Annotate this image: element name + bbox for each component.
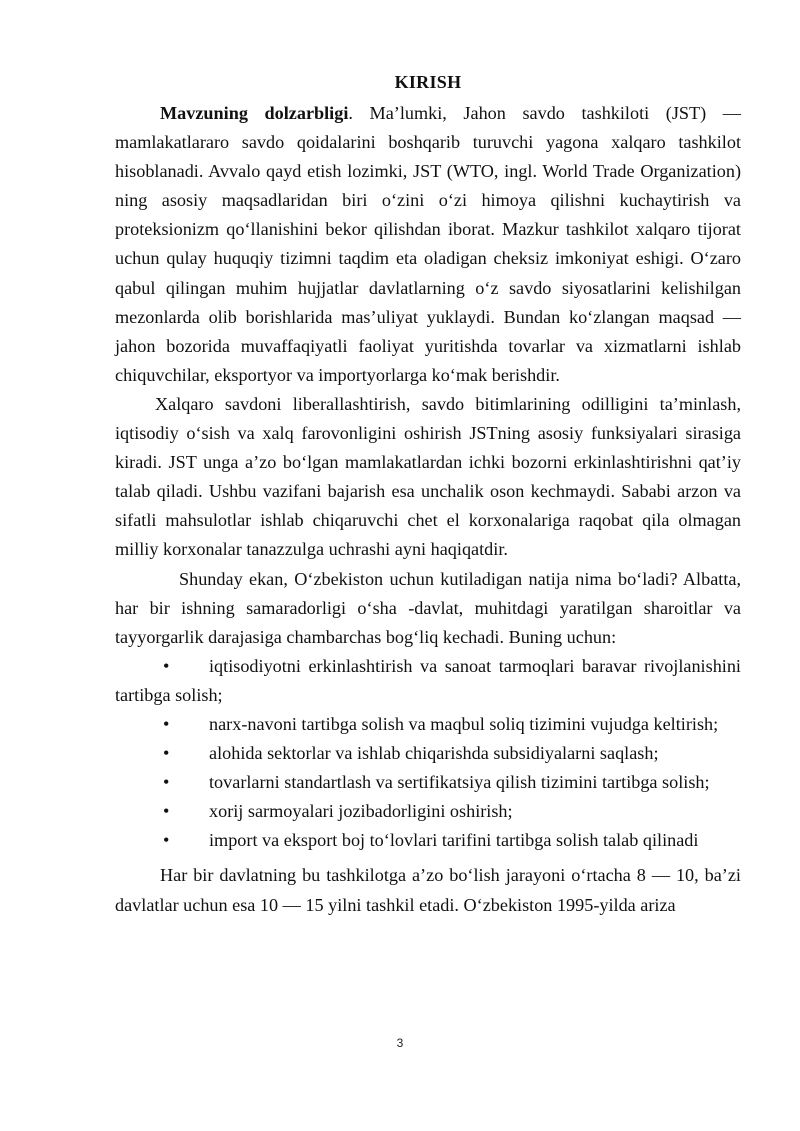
paragraph-liberalization: Xalqaro savdoni liberallashtirish, savdo bitimlarining odilligini ta’minlash, iqtisodiy o‘sish va xalq farovonligini oshirish JSTning asosiy funksiyalari sirasiga kiradi. JST unga a’zo bo‘lgan mamlakatlardan ichki bozorni erkinlashtirishni qat’iy talab qiladi. Ushbu vazifani bajarish esa unchalik oson kechmaydi. Sababi arzon va sifatli mahsulotlar ishlab chiqaruvchi chet el korxonalariga raqobat qila olmagan milliy korxonalar tanazzulga uchrashi ayni haqiqatdir. xyxy=(115,393,741,560)
list-item xyxy=(115,652,741,710)
page-body xyxy=(115,68,741,920)
bullet-icon: • xyxy=(163,801,170,822)
bullet-icon: • xyxy=(163,655,170,676)
page-number: 3 xyxy=(396,1036,404,1050)
list-item-text: narx-navoni tartibga solish va maqbul soliq tizimini vujudga keltirish; xyxy=(209,713,719,734)
paragraph-accession: Har bir davlatning bu tashkilotga a’zo bo‘lish jarayoni o‘rtacha 8 — 10, ba’zi davlatlar uchun esa 10 — 15 yilni tashkil etadi. O‘zbekiston 1995-yilda ariza xyxy=(115,865,741,915)
paragraph-uzbekistan-outcome: Shunday ekan, O‘zbekiston uchun kutiladigan natija nima bo‘ladi? Albatta, har bir ishning samaradorligi o‘sha -davlat, muhitdagi yaratilgan sharoitlar va tayyorgarlik darajasiga chambarchas bog‘liq kechadi. Buning uchun: xyxy=(115,568,741,647)
bullet-icon: • xyxy=(163,830,170,851)
list-item xyxy=(115,797,741,826)
relevance-text: . Ma’lumki, Jahon savdo tashkiloti (JST) — mamlakatlararo savdo qoidalarini boshqarib turuvchi yagona xalqaro tashkilot hisoblanadi. Avvalo qayd etish lozimki, JST (WTO, ingl. World Trade Organization) ning asosiy maqsadlaridan biri o‘zini o‘zi himoya qilishni kuchaytirish va proteksionizm qo‘llanishini bekor qilishdan iborat. Mazkur tashkilot xalqaro tijorat uchun qulay huquqiy tizimni taqdim eta oladigan cheksiz imkoniyat eshigi. O‘zaro qabul qilingan muhim hujjatlar davlatlarning o‘z savdo siyosatlarini kelishilgan mezonlarda olib borishlarida mas’uliyat yuklaydi. Bundan ko‘zlangan maqsad — jahon bozorida muvaffaqiyatli faoliyat yuritishda tovarlar va xizmatlarni ishlab chiquvchilar, eksportyor va importyorlarga ko‘mak berishdir. xyxy=(115,103,741,385)
list-item-text: iqtisodiyotni erkinlashtirish va sanoat tarmoqlari baravar rivojlanishini tartibga solish; xyxy=(115,655,741,705)
list-item xyxy=(115,739,741,768)
section-title: KIRISH xyxy=(394,72,462,92)
list-item-text: import va eksport boj to‘lovlari tarifini tartibga solish talab qilinadi xyxy=(209,830,699,851)
list-item xyxy=(115,768,741,797)
bullet-icon: • xyxy=(163,772,170,793)
list-item xyxy=(115,710,741,739)
list-item-text: tovarlarni standartlash va sertifikatsiya qilish tizimini tartibga solish; xyxy=(209,772,710,793)
list-item-text: alohida sektorlar va ishlab chiqarishda subsidiyalarni saqlash; xyxy=(209,743,659,764)
relevance-heading: Mavzuning dolzarbligi xyxy=(160,103,349,123)
requirements-list xyxy=(115,652,741,856)
list-item-text: xorij sarmoyalari jozibadorligini oshirish; xyxy=(209,801,513,822)
bullet-icon: • xyxy=(163,743,170,764)
bullet-icon: • xyxy=(163,713,170,734)
list-item xyxy=(115,826,741,855)
paragraph-relevance xyxy=(115,99,741,390)
